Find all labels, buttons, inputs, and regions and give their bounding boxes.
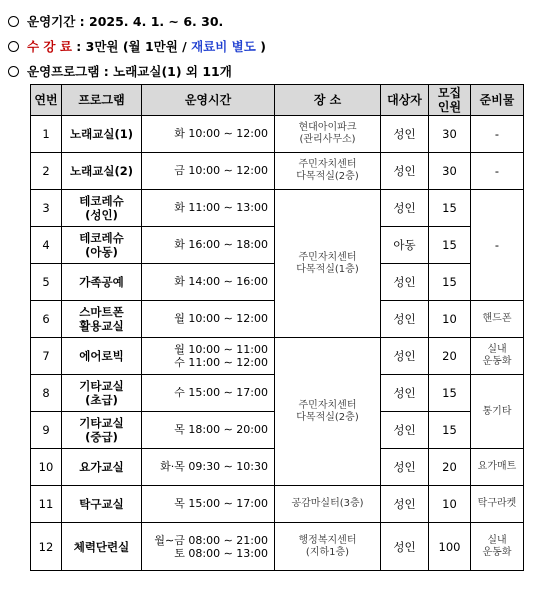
row-no: 5 <box>31 264 62 301</box>
row-recruit: 30 <box>429 116 471 153</box>
row-time <box>142 523 275 571</box>
program-line1: 테코레슈 <box>79 194 124 208</box>
program-line1: 기타교실 <box>79 416 124 430</box>
row-program <box>62 190 142 227</box>
row-recruit: 20 <box>429 449 471 486</box>
row-recruit: 10 <box>429 486 471 523</box>
row-program: 탁구교실 <box>62 486 142 523</box>
place-line2: 다목적실(1층) <box>296 263 359 275</box>
materials-line2: 운동화 <box>482 546 512 558</box>
row-place <box>275 190 381 338</box>
row-no: 8 <box>31 375 62 412</box>
row-time: 화 10:00 ∼ 12:00 <box>142 116 275 153</box>
row-place <box>275 338 381 486</box>
row-recruit: 15 <box>429 264 471 301</box>
row-no: 3 <box>31 190 62 227</box>
row-target: 성인 <box>381 338 429 375</box>
header-materials: 준비물 <box>471 85 524 116</box>
time-line2: 토 08:00 ∼ 13:00 <box>174 546 268 560</box>
row-program <box>62 375 142 412</box>
table-row <box>31 190 524 227</box>
place-line2: (지하1층) <box>305 546 350 558</box>
fee-materials-note: 재료비 별도 <box>191 39 256 54</box>
row-time: 수 15:00 ∼ 17:00 <box>142 375 275 412</box>
row-materials <box>471 338 524 375</box>
place-line2: (관리사무소) <box>299 134 356 145</box>
row-program <box>62 301 142 338</box>
programs-value: 노래교실(1) 외 11개 <box>113 64 232 79</box>
header-recruit-line1: 모집 <box>437 86 462 100</box>
program-table <box>30 84 524 571</box>
row-materials: - <box>471 153 524 190</box>
row-program: 체력단련실 <box>62 523 142 571</box>
fee-label: 수 강 료 <box>27 39 72 54</box>
row-program: 가족공예 <box>62 264 142 301</box>
row-no: 10 <box>31 449 62 486</box>
circle-bullet-icon <box>8 66 19 77</box>
row-no: 1 <box>31 116 62 153</box>
row-place: 공감마실터(3층) <box>275 486 381 523</box>
row-no: 6 <box>31 301 62 338</box>
row-no: 7 <box>31 338 62 375</box>
time-line1: 월∼금 08:00 ∼ 21:00 <box>154 533 268 547</box>
row-recruit: 15 <box>429 227 471 264</box>
program-line1: 기타교실 <box>79 379 124 393</box>
row-no: 9 <box>31 412 62 449</box>
place-line2: 다목적실(2층) <box>296 411 359 423</box>
program-line1: 스마트폰 <box>79 305 124 319</box>
row-time <box>142 338 275 375</box>
program-line2: (초급) <box>85 393 118 407</box>
materials-line1: 실내 <box>487 534 507 546</box>
row-no: 11 <box>31 486 62 523</box>
row-program <box>62 227 142 264</box>
row-recruit: 15 <box>429 375 471 412</box>
row-program <box>62 412 142 449</box>
time-line1: 월 10:00 ∼ 11:00 <box>174 343 268 356</box>
row-materials <box>471 523 524 571</box>
circle-bullet-icon <box>8 16 19 27</box>
materials-line1: 실내 <box>487 344 507 355</box>
table-header-row <box>31 85 524 116</box>
row-target: 성인 <box>381 449 429 486</box>
row-no: 12 <box>31 523 62 571</box>
row-program: 노래교실(2) <box>62 153 142 190</box>
row-place <box>275 153 381 190</box>
fee-value-end: ) <box>255 39 266 54</box>
row-target: 성인 <box>381 523 429 571</box>
fee-value: 3만원 (월 1만원 / <box>85 39 192 54</box>
program-line1: 테코레슈 <box>79 231 124 245</box>
period-value: 2025. 4. 1. ∼ 6. 30. <box>89 14 224 29</box>
info-fee: 수 강 료 : 3만원 (월 1만원 / 재료비 별도 ) <box>8 37 266 55</box>
row-target: 아동 <box>381 227 429 264</box>
place-line1: 주민자치센터 <box>298 159 357 170</box>
row-target: 성인 <box>381 412 429 449</box>
table-row <box>31 523 524 571</box>
row-target: 성인 <box>381 375 429 412</box>
row-recruit: 10 <box>429 301 471 338</box>
row-time: 금 10:00 ∼ 12:00 <box>142 153 275 190</box>
row-recruit: 100 <box>429 523 471 571</box>
row-time: 목 15:00 ∼ 17:00 <box>142 486 275 523</box>
row-program: 요가교실 <box>62 449 142 486</box>
program-line2: (중급) <box>85 430 118 444</box>
row-time: 화 16:00 ∼ 18:00 <box>142 227 275 264</box>
row-time: 화·목 09:30 ∼ 10:30 <box>142 449 275 486</box>
row-target: 성인 <box>381 301 429 338</box>
place-line2: 다목적실(2층) <box>296 171 359 182</box>
table-row <box>31 486 524 523</box>
place-line1: 주민자치센터 <box>298 399 357 411</box>
table-row <box>31 153 524 190</box>
row-no: 4 <box>31 227 62 264</box>
row-materials: 탁구라켓 <box>471 486 524 523</box>
row-target: 성인 <box>381 190 429 227</box>
table-row <box>31 338 524 375</box>
row-time: 목 18:00 ∼ 20:00 <box>142 412 275 449</box>
row-program: 에어로빅 <box>62 338 142 375</box>
header-target: 대상자 <box>381 85 429 116</box>
row-recruit: 15 <box>429 412 471 449</box>
row-time: 화 11:00 ∼ 13:00 <box>142 190 275 227</box>
header-place: 장 소 <box>275 85 381 116</box>
time-line2: 수 11:00 ∼ 12:00 <box>174 356 268 369</box>
place-line1: 행정복지센터 <box>298 534 357 546</box>
row-time: 월 10:00 ∼ 12:00 <box>142 301 275 338</box>
info-period: 운영기간 : 2025. 4. 1. ∼ 6. 30. <box>8 12 223 30</box>
place-line1: 현대아이파크 <box>298 122 357 133</box>
row-place <box>275 523 381 571</box>
info-programs: 운영프로그램 : 노래교실(1) 외 11개 <box>8 62 232 80</box>
row-recruit: 30 <box>429 153 471 190</box>
programs-label: 운영프로그램 <box>27 64 100 79</box>
row-target: 성인 <box>381 264 429 301</box>
place-line1: 주민자치센터 <box>298 251 357 263</box>
materials-line2: 운동화 <box>482 356 512 367</box>
row-time: 화 14:00 ∼ 16:00 <box>142 264 275 301</box>
row-target: 성인 <box>381 116 429 153</box>
circle-bullet-icon <box>8 41 19 52</box>
header-time: 운영시간 <box>142 85 275 116</box>
row-target: 성인 <box>381 486 429 523</box>
row-materials: - <box>471 190 524 301</box>
header-recruit-line2: 인원 <box>437 100 462 114</box>
row-materials: - <box>471 116 524 153</box>
row-target: 성인 <box>381 153 429 190</box>
row-materials: 요가매트 <box>471 449 524 486</box>
row-materials: 핸드폰 <box>471 301 524 338</box>
program-line2: (성인) <box>85 208 118 222</box>
program-line2: 활용교실 <box>79 319 124 333</box>
row-recruit: 15 <box>429 190 471 227</box>
row-no: 2 <box>31 153 62 190</box>
row-place <box>275 116 381 153</box>
program-line2: (아동) <box>85 245 118 259</box>
header-no: 연번 <box>31 85 62 116</box>
row-program: 노래교실(1) <box>62 116 142 153</box>
header-program: 프로그램 <box>62 85 142 116</box>
period-label: 운영기간 <box>27 14 76 29</box>
header-recruit <box>429 85 471 116</box>
row-materials: 통기타 <box>471 375 524 449</box>
row-recruit: 20 <box>429 338 471 375</box>
table-row <box>31 116 524 153</box>
